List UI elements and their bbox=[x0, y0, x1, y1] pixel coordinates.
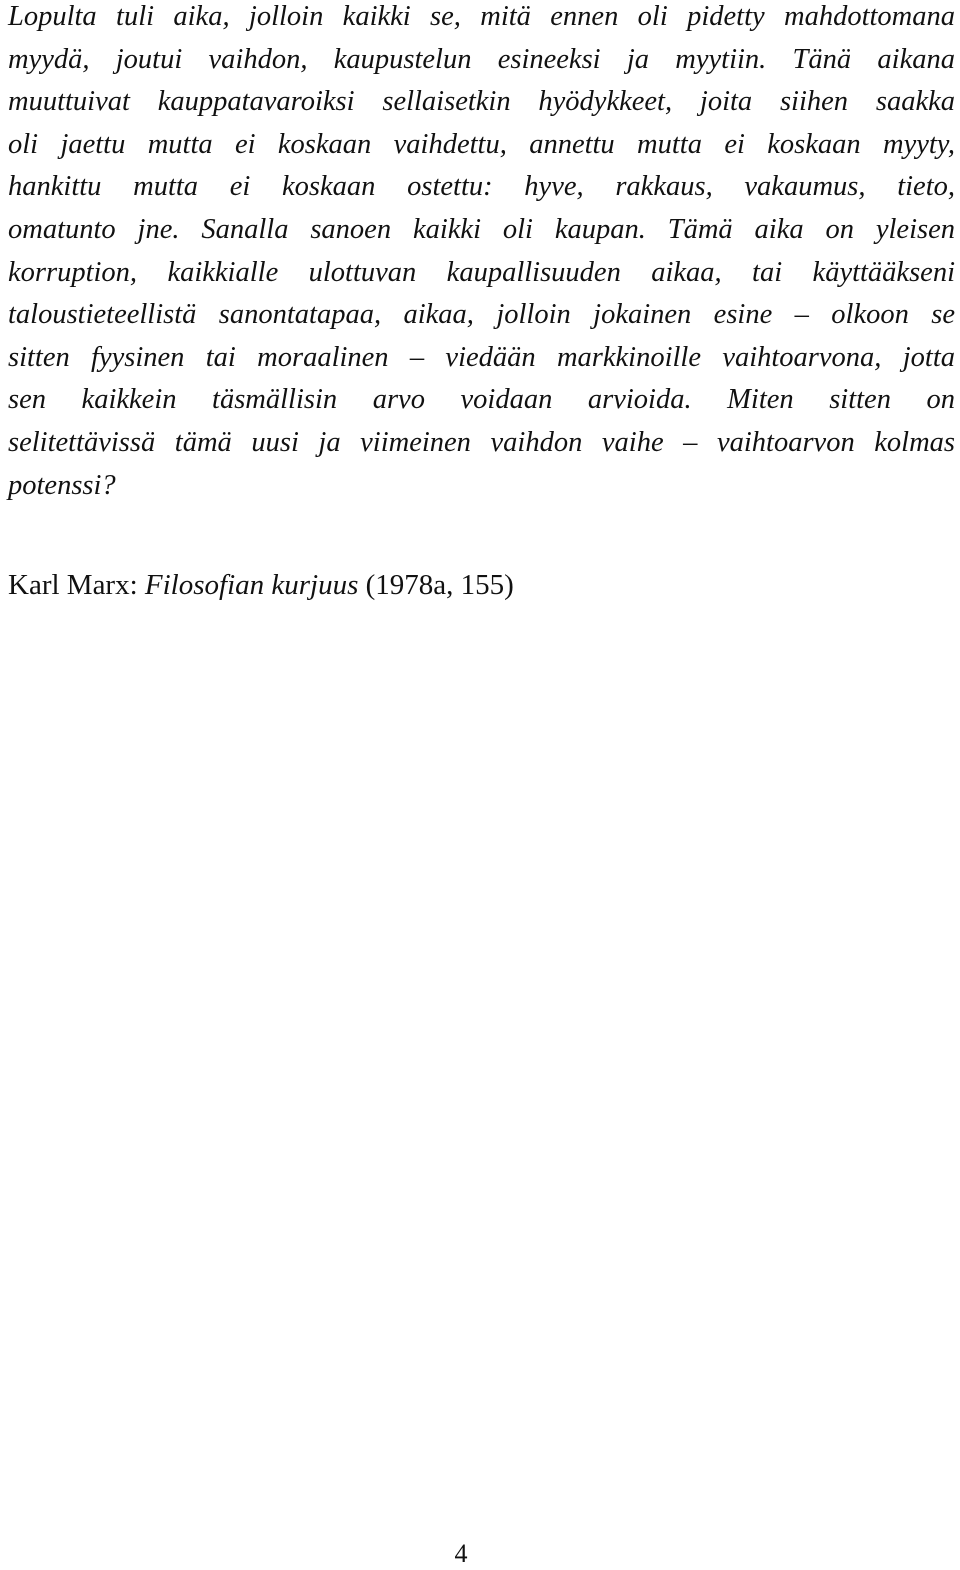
quote-line: taloustieteellistä sanontatapaa, aikaa, jolloin jokainen esine – olkoon se bbox=[8, 299, 955, 331]
attribution-citation: (1978a, 155) bbox=[365, 569, 514, 601]
quote-attribution bbox=[8, 565, 514, 605]
quote-line: myydä, joutui vaihdon, kaupustelun esineeksi ja myytiin. Tänä aikana bbox=[8, 43, 955, 75]
epigraph-quote bbox=[8, 0, 955, 507]
quote-line: potenssi? bbox=[8, 469, 116, 501]
quote-line: Lopulta tuli aika, jolloin kaikki se, mitä ennen oli pidetty mahdottomana bbox=[8, 1, 955, 32]
quote-line: hankittu mutta ei koskaan ostettu: hyve, rakkaus, vakaumus, tieto, bbox=[8, 171, 955, 203]
attribution-work-title: Filosofian kurjuus bbox=[144, 569, 359, 601]
quote-line: sitten fyysinen tai moraalinen – viedään markkinoille vaihtoarvona, jotta bbox=[8, 341, 955, 373]
quote-line: muuttuivat kauppatavaroiksi sellaisetkin hyödykkeet, joita siihen saakka bbox=[8, 86, 955, 118]
quote-line: sen kaikkein täsmällisin arvo voidaan arvioida. Miten sitten on bbox=[8, 384, 955, 416]
quote-line: oli jaettu mutta ei koskaan vaihdettu, annettu mutta ei koskaan myyty, bbox=[8, 128, 955, 160]
attribution-author: Karl Marx: bbox=[8, 569, 138, 601]
quote-line: omatunto jne. Sanalla sanoen kaikki oli kaupan. Tämä aika on yleisen bbox=[8, 213, 955, 245]
page-number: 4 bbox=[454, 1539, 468, 1568]
quote-line: korruption, kaikkialle ulottuvan kaupallisuuden aikaa, tai käyttääkseni bbox=[8, 256, 955, 288]
quote-line: selitettävissä tämä uusi ja viimeinen vaihdon vaihe – vaihtoarvon kolmas bbox=[8, 426, 955, 458]
